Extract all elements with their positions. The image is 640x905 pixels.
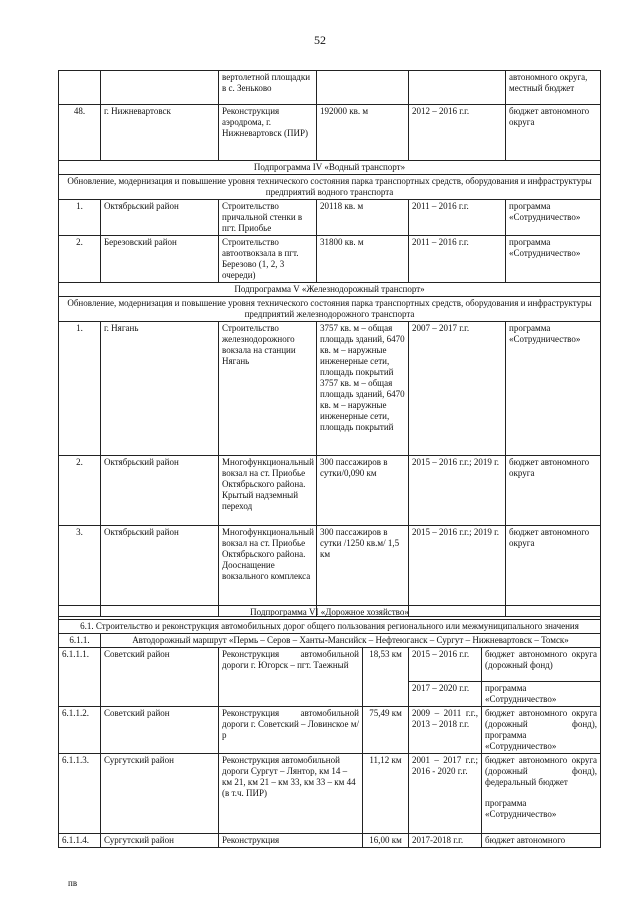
object-cell: Реконструкция аэродрома, г. Нижневартовск (ПИР) — [219, 105, 317, 161]
row-number: 2. — [59, 236, 101, 283]
table-row — [59, 322, 601, 456]
length-cell: 16,00 км — [363, 834, 409, 848]
years-cell: 2017 – 2020 г.г. — [409, 682, 482, 707]
years-cell: 2017-2018 г.г. — [409, 834, 482, 848]
source-cell: бюджет автономного округа — [506, 526, 601, 617]
source-text: бюджет автономного округа (дорожный фонд), федеральный бюджет — [485, 755, 598, 787]
source-cell — [482, 754, 601, 834]
table-row — [59, 754, 601, 834]
source-cell: автономного округа, местный бюджет — [506, 71, 601, 105]
row-number: 6.1.1.1. — [59, 648, 101, 707]
row-number: 6.1.1.4. — [59, 834, 101, 848]
place-cell: Березовский район — [101, 236, 219, 283]
source-cell: бюджет автономного округа — [506, 456, 601, 526]
row-number: 6.1.1.2. — [59, 707, 101, 754]
route-header — [59, 634, 601, 648]
years-cell: 2012 – 2016 г.г. — [409, 105, 506, 161]
source-cell: бюджет автономного — [482, 834, 601, 848]
place-cell: г. Нижневартовск — [101, 105, 219, 161]
length-cell: 11,12 км — [363, 754, 409, 834]
place-cell — [101, 71, 219, 105]
object-cell: Многофункциональный вокзал на ст. Приобье Октябрьского района. Крытый надземный переход — [219, 456, 317, 526]
subprogram-description — [59, 297, 601, 322]
subprogram-header — [59, 161, 601, 175]
capacity-cell — [317, 71, 409, 105]
subprogram-description — [59, 175, 601, 200]
object-cell: Реконструкция автомобильной дороги г. Югорск – пгт. Таежный — [219, 648, 363, 707]
source-cell: бюджет автономного округа — [506, 105, 601, 161]
row-number: 6.1.1.3. — [59, 754, 101, 834]
table-row — [59, 71, 601, 105]
object-cell: Реконструкция автомобильной дороги Сургут – Лянтор, км 14 – км 21, км 21 – км 33, км 33 – км 44 (в т.ч. ПИР) — [219, 754, 363, 834]
length-cell: 75,49 км — [363, 707, 409, 754]
object-cell: Многофункциональный вокзал на ст. Приобье Октябрьского района. Дооснащение вокзального комплекса — [219, 526, 317, 617]
row-number — [59, 71, 101, 105]
subprogram-4-title: Подпрограмма IV «Водный транспорт» — [59, 161, 601, 175]
table-row — [59, 105, 601, 161]
capacity-cell: 31800 кв. м — [317, 236, 409, 283]
object-cell: Строительство железнодорожного вокзала на станции Нягань — [219, 322, 317, 456]
source-cell: программа «Сотрудничество» — [482, 682, 601, 707]
place-cell: г. Нягань — [101, 322, 219, 456]
years-cell: 2011 – 2016 г.г. — [409, 200, 506, 236]
row-number: 3. — [59, 526, 101, 617]
place-cell: Советский район — [101, 707, 219, 754]
years-cell: 2015 – 2016 г.г.; 2019 г. — [409, 526, 506, 617]
subprogram-5-description: Обновление, модернизация и повышение уровня технического состояния парка транспортных средств, оборудования и инфраструктуры предприятий железнодорожного транспорта — [59, 297, 601, 322]
source-cell: программа «Сотрудничество» — [506, 200, 601, 236]
page-number: 52 — [314, 33, 326, 47]
place-cell: Октябрьский район — [101, 200, 219, 236]
years-cell: 2007 – 2017 г.г. — [409, 322, 506, 456]
row-number: 2. — [59, 456, 101, 526]
length-cell: 18,53 км — [363, 648, 409, 707]
years-cell — [409, 71, 506, 105]
row-number: 48. — [59, 105, 101, 161]
source-extra-text: программа «Сотрудничество» — [485, 798, 557, 819]
table-row — [59, 526, 601, 617]
footer-mark: пв — [68, 878, 78, 888]
table-row — [59, 707, 601, 754]
table-row — [59, 648, 601, 682]
years-cell: 2015 – 2016 г.г. — [409, 648, 482, 682]
row-number: 1. — [59, 200, 101, 236]
subprogram-6-title: Подпрограмма VI «Дорожное хозяйство» — [59, 606, 601, 620]
years-cell: 2009 – 2011 г.г., 2013 – 2018 г.г. — [409, 707, 482, 754]
place-cell: Сургутский район — [101, 834, 219, 848]
table-row — [59, 456, 601, 526]
capacity-cell: 3757 кв. м – общая площадь зданий, 6470 кв. м – наружные инженерные сети, площадь покрытий 3757 кв. м – общая площадь зданий, 6470 кв. м – наружные инженерные сети, площадь покрытий — [317, 322, 409, 456]
capacity-cell: 300 пассажиров в сутки/0,090 км — [317, 456, 409, 526]
subprogram-header — [59, 283, 601, 297]
object-cell: вертолетной площадки в с. Зеньково — [219, 71, 317, 105]
row-number: 1. — [59, 322, 101, 456]
route-title: Автодорожный маршрут «Пермь – Серов – Ханты-Мансийск – Нефтеюганск – Сургут – Нижневартовск – Томск» — [101, 634, 601, 648]
source-cell: бюджет автономного округа (дорожный фонд) — [482, 648, 601, 682]
place-cell: Сургутский район — [101, 754, 219, 834]
route-number: 6.1.1. — [59, 634, 101, 648]
source-cell: программа «Сотрудничество» — [506, 322, 601, 456]
section-6-1-title: 6.1. Строительство и реконструкция автомобильных дорог общего пользования регионального или межмуниципального значения — [59, 620, 601, 634]
place-cell: Октябрьский район — [101, 526, 219, 617]
source-cell: программа «Сотрудничество» — [506, 236, 601, 283]
years-cell: 2011 – 2016 г.г. — [409, 236, 506, 283]
object-cell: Строительство автоотвокзала в пгт. Березово (1, 2, 3 очереди) — [219, 236, 317, 283]
roads-table — [58, 605, 601, 848]
infrastructure-table — [58, 70, 601, 617]
source-cell: бюджет автономного округа (дорожный фонд), программа «Сотрудничество» — [482, 707, 601, 754]
subprogram-4-description: Обновление, модернизация и повышение уровня технического состояния парка транспортных средств, оборудования и инфраструктуры предприятий водного транспорта — [59, 175, 601, 200]
object-cell: Реконструкция — [219, 834, 363, 848]
capacity-cell: 300 пассажиров в сутки /1250 кв.м/ 1,5 км — [317, 526, 409, 617]
table-row — [59, 834, 601, 848]
years-cell: 2015 – 2016 г.г.; 2019 г. — [409, 456, 506, 526]
table-row — [59, 200, 601, 236]
capacity-cell: 192000 кв. м — [317, 105, 409, 161]
object-cell: Строительство причальной стенки в пгт. Приобье — [219, 200, 317, 236]
years-cell: 2001 – 2017 г.г.; 2016 - 2020 г.г. — [409, 754, 482, 834]
table-row — [59, 236, 601, 283]
section-header — [59, 620, 601, 634]
capacity-cell: 20118 кв. м — [317, 200, 409, 236]
subprogram-header — [59, 606, 601, 620]
object-cell: Реконструкция автомобильной дороги г. Советский – Ловинское м/р — [219, 707, 363, 754]
place-cell: Советский район — [101, 648, 219, 707]
place-cell: Октябрьский район — [101, 456, 219, 526]
subprogram-5-title: Подпрограмма V «Железнодорожный транспорт» — [59, 283, 601, 297]
